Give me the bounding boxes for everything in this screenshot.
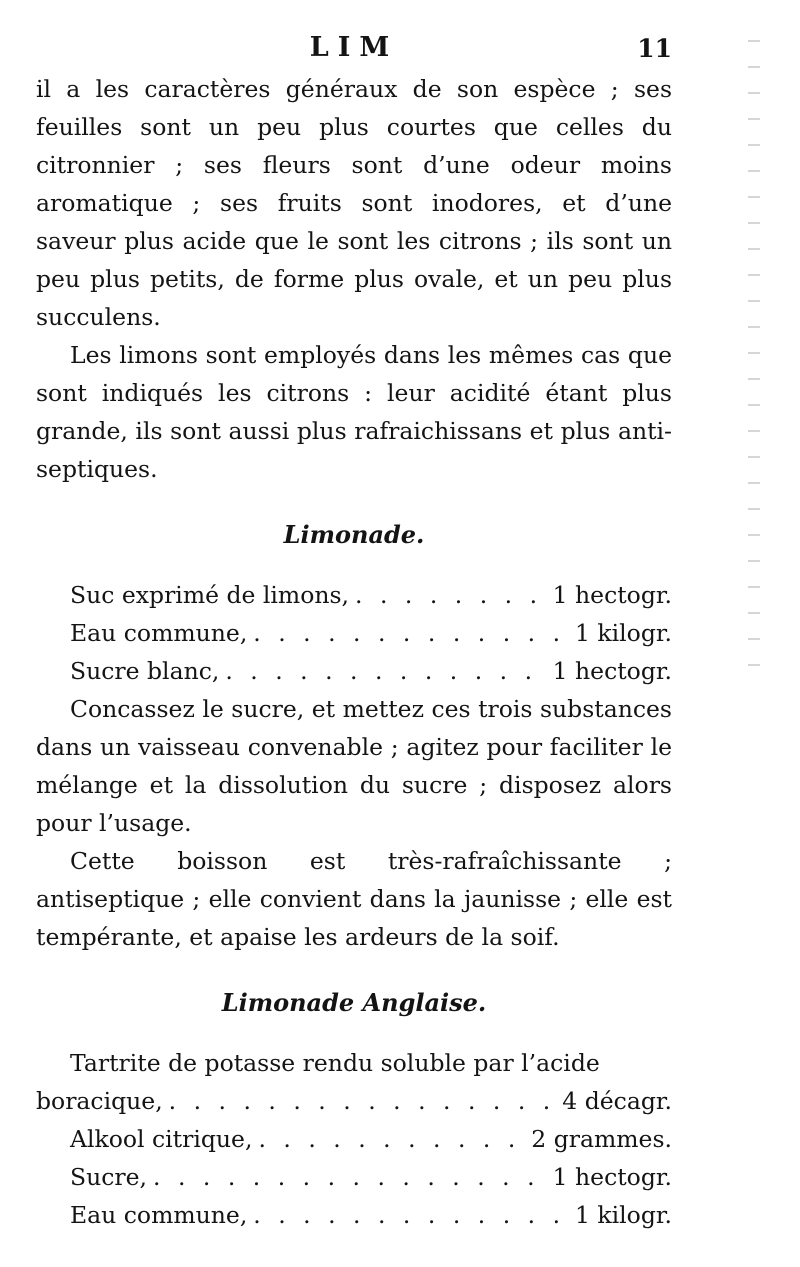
ingredient-quantity: 1 hectogr. [552, 1163, 672, 1191]
section-title-limonade-anglaise: Limonade Anglaise. [221, 988, 487, 1017]
ingredient-name: Alkool citrique, [70, 1125, 253, 1153]
recipe-line [36, 1158, 672, 1196]
ingredient-name: Sucre blanc, [70, 657, 220, 685]
ingredient-name: Sucre, [70, 1163, 148, 1191]
leader-dots [253, 614, 569, 652]
paragraph: Cette boisson est très-rafraîchissante ; antiseptique ; elle convient dans la jaunisse ; elle est tempérante, et apaise les ardeurs de la soif. [36, 847, 672, 951]
ingredient-quantity: 1 kilogr. [574, 619, 672, 647]
leader-dots [258, 1120, 525, 1158]
limonade-anglaise-intro [36, 1044, 672, 1082]
ingredient-quantity: 1 hectogr. [552, 657, 672, 685]
paragraph: Tartrite de potasse rendu soluble par l’acide [70, 1049, 600, 1077]
page-number: 11 [637, 34, 672, 63]
running-title: LIM [309, 32, 399, 63]
leader-dots [169, 1082, 557, 1120]
section-title-limonade: Limonade. [283, 520, 425, 549]
leader-dots [225, 652, 546, 690]
ingredient-name: boracique, [36, 1087, 163, 1115]
ingredient-quantity: 1 hectogr. [552, 581, 672, 609]
running-head [36, 30, 672, 70]
book-page [36, 30, 672, 1234]
leader-dots [355, 576, 547, 614]
leader-dots [153, 1158, 547, 1196]
paragraph: Concassez le sucre, et mettez ces trois substances dans un vaisseau convenable ; agitez pour faciliter le mélange et la dissolution du sucre ; disposez alors pour l’usage. [36, 695, 672, 837]
recipe-line [36, 1082, 672, 1120]
paragraph: Les limons sont employés dans les mêmes cas que sont indiqués les citrons : leur acidité étant plus grande, ils sont aussi plus rafraichissans et plus anti-septiques. [36, 341, 672, 483]
recipe-limonade [36, 576, 672, 690]
limonade-text [36, 690, 672, 956]
margin-marks [748, 40, 760, 680]
ingredient-quantity: 4 décagr. [562, 1087, 672, 1115]
ingredient-name: Eau commune, [70, 619, 248, 647]
ingredient-quantity: 2 grammes. [531, 1125, 672, 1153]
ingredient-quantity: 1 kilogr. [574, 1201, 672, 1229]
recipe-line [36, 1120, 672, 1158]
recipe-line [36, 1196, 672, 1234]
ingredient-name: Eau commune, [70, 1201, 248, 1229]
recipe-limonade-anglaise [36, 1082, 672, 1234]
recipe-line [36, 614, 672, 652]
body-text [36, 70, 672, 488]
recipe-line [36, 652, 672, 690]
paragraph: il a les caractères généraux de son espèce ; ses feuilles sont un peu plus courtes que celles du citronnier ; ses fleurs sont d’une odeur moins aromatique ; ses fruits sont inodores, et d’une saveur plus acide que le sont les citrons ; ils sont un peu plus petits, de forme plus ovale, et un peu plus succulens. [36, 75, 672, 331]
recipe-line [36, 576, 672, 614]
ingredient-name: Suc exprimé de limons, [70, 581, 350, 609]
leader-dots [253, 1196, 569, 1234]
